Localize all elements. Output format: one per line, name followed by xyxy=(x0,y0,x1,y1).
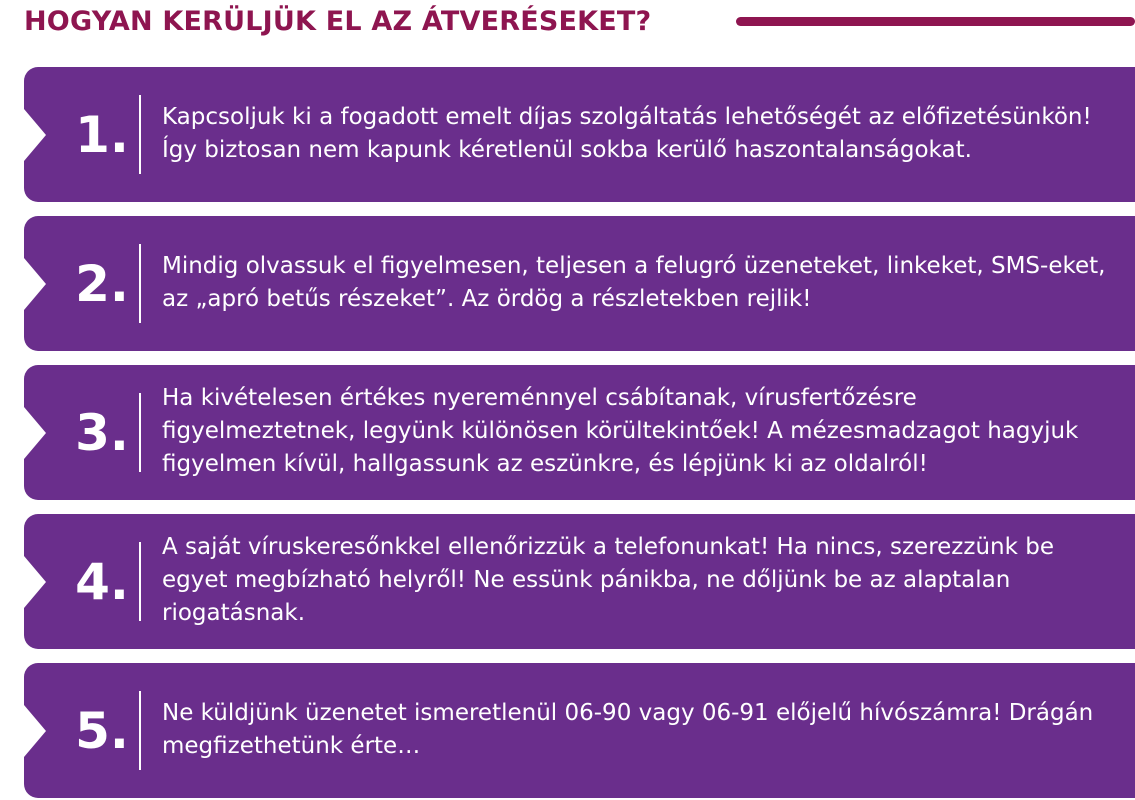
tip-text: Mindig olvassuk el figyelmesen, teljesen a felugró üzeneteket, linkeket, SMS-eket, az „apró betűs részeket”. Az ördög a részletekben rejlik! xyxy=(162,253,1106,312)
card-notch xyxy=(24,258,46,310)
tip-text: A saját víruskeresőnkkel ellenőrizzük a telefonunkat! Ha nincs, szerezzünk be egyet megbízható helyről! Ne essünk pánikba, ne dőljünk be az alaptalan riogatásnak. xyxy=(162,534,1054,626)
tip-divider xyxy=(139,244,141,323)
card-notch xyxy=(24,407,46,459)
card-notch xyxy=(24,556,46,608)
tip-divider xyxy=(139,691,141,770)
tip-number: 1. xyxy=(75,105,129,164)
title-rule xyxy=(736,17,1135,26)
tip-card-2 xyxy=(24,216,1135,351)
tip-text: Ha kivételesen értékes nyereménnyel csábítanak, vírusfertőzésre figyelmeztetnek, legyünk különösen körültekintőek! A mézesmadzagot hagyjuk figyelmen kívül, hallgassunk az eszünkre, és lépjünk ki az oldalról! xyxy=(162,385,1079,477)
tip-text: Ne küldjünk üzenetet ismeretlenül 06-90 vagy 06-91 előjelű hívószámra! Drágán megfizethetünk érte… xyxy=(162,700,1094,759)
tip-divider xyxy=(139,393,141,472)
card-notch xyxy=(24,705,46,757)
tip-card-4 xyxy=(24,514,1135,649)
tip-card-1 xyxy=(24,67,1135,202)
header xyxy=(24,0,1135,50)
tip-divider xyxy=(139,542,141,621)
tip-number: 5. xyxy=(75,701,129,760)
tip-text: Kapcsoljuk ki a fogadott emelt díjas szolgáltatás lehetőségét az előfizetésünkön! Így biztosan nem kapunk kéretlenül sokba kerülő haszontalanságokat. xyxy=(162,104,1092,163)
tip-card-3 xyxy=(24,365,1135,500)
tip-number: 2. xyxy=(75,254,129,313)
tip-number: 3. xyxy=(75,403,129,462)
page-title: HOGYAN KERÜLJÜK EL AZ ÁTVERÉSEKET? xyxy=(24,6,652,37)
tip-divider xyxy=(139,95,141,174)
card-notch xyxy=(24,109,46,161)
tip-number: 4. xyxy=(75,552,129,611)
tip-card-5 xyxy=(24,663,1135,798)
